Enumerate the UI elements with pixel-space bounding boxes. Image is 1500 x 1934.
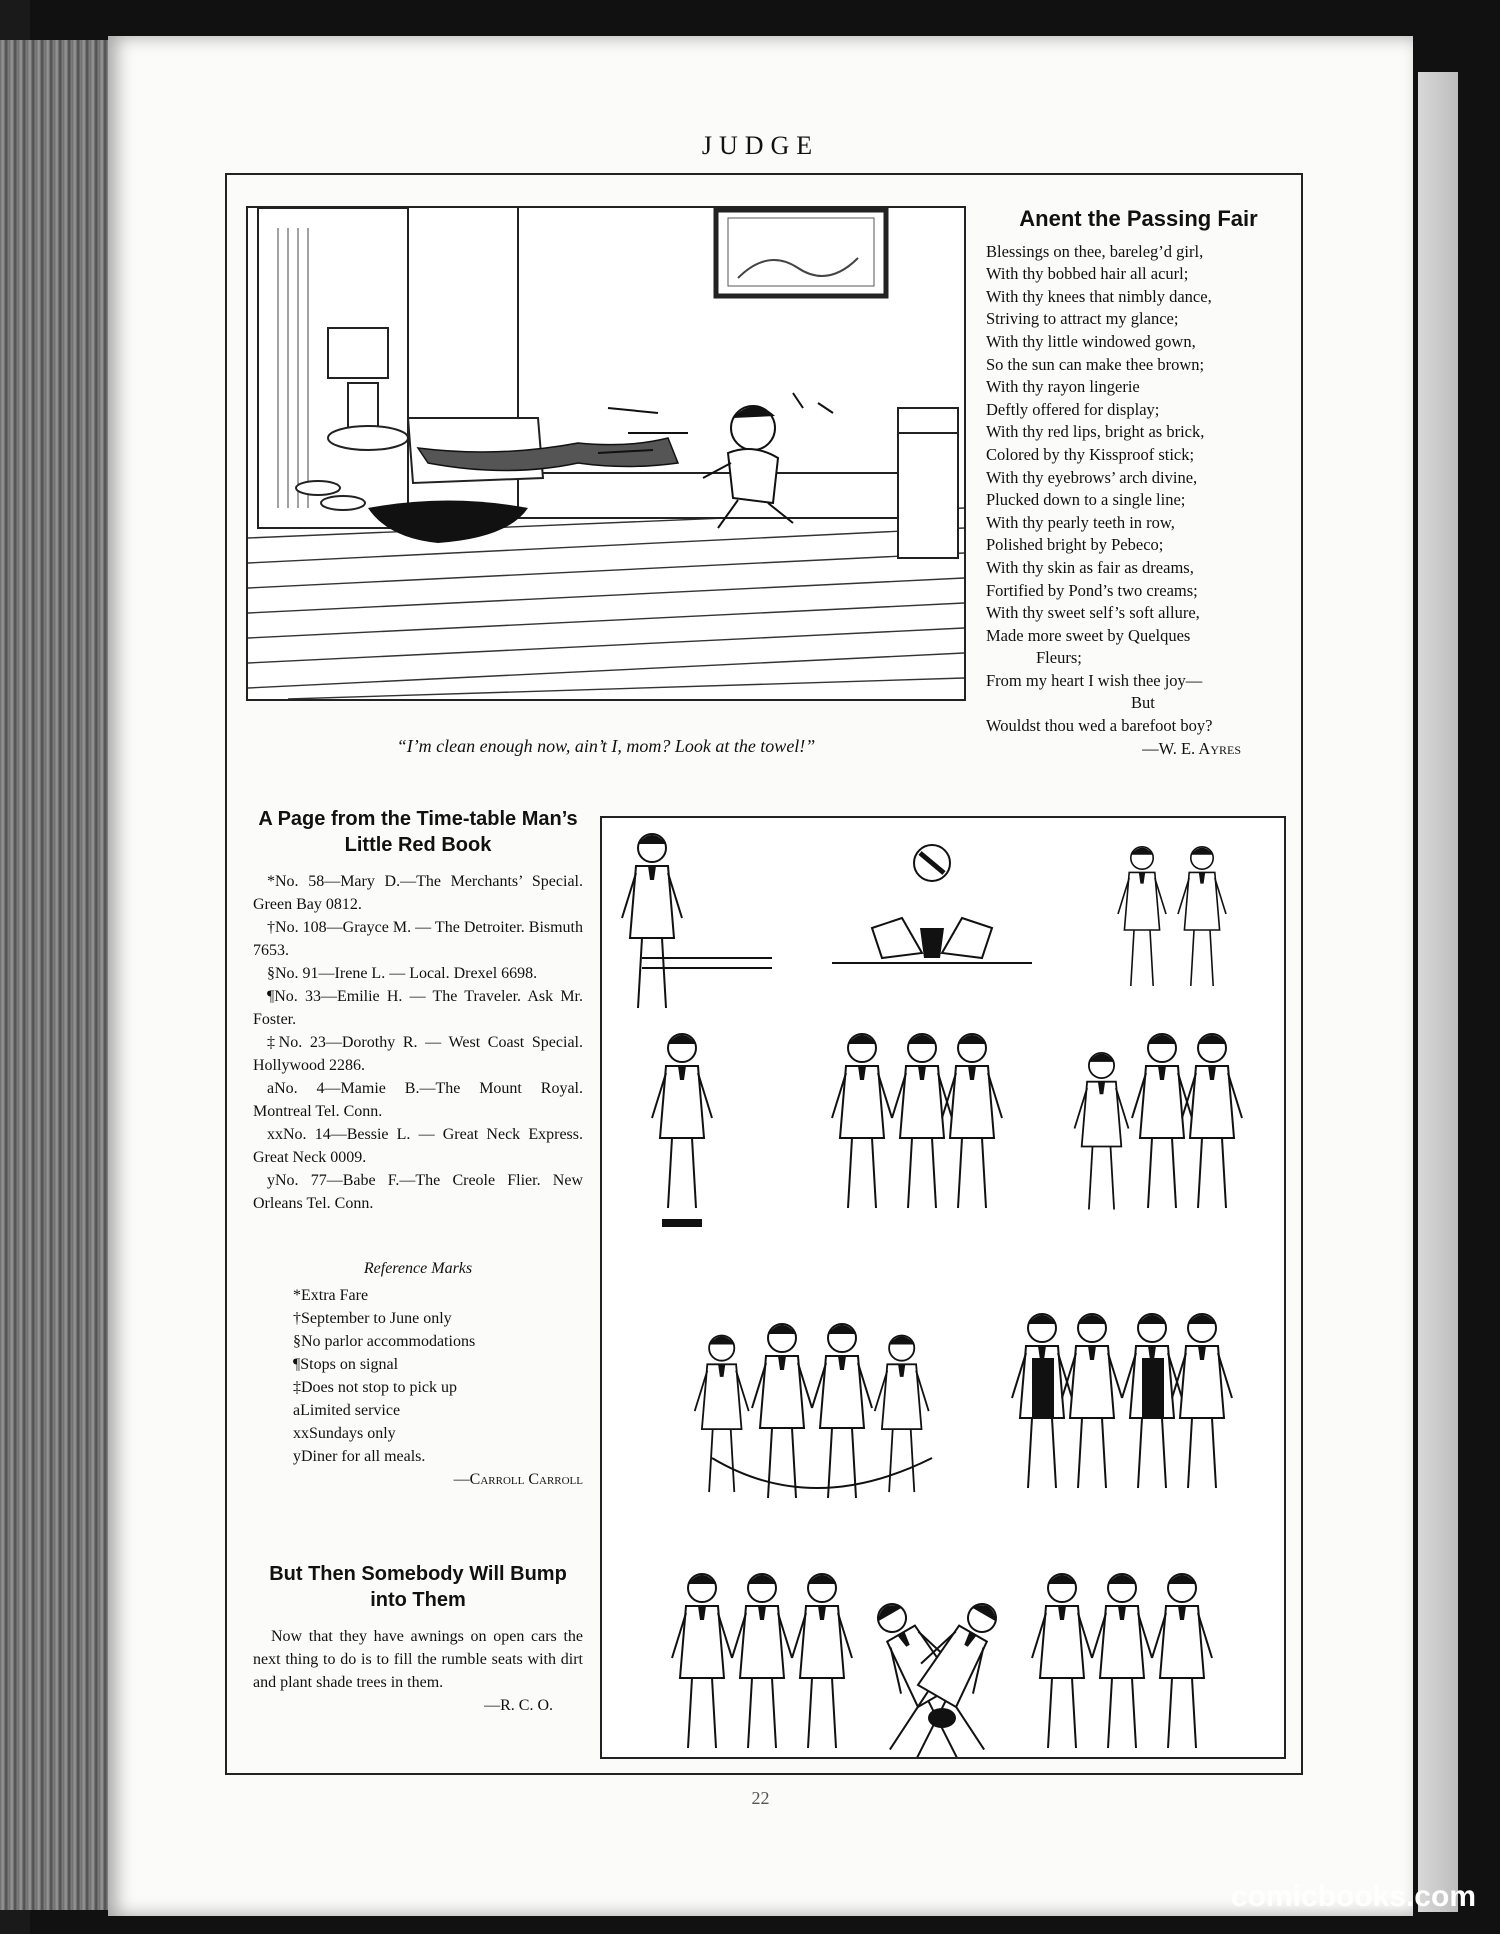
poem-line: With thy sweet self’s soft allure, bbox=[986, 603, 1200, 623]
figures-cartoon-panel bbox=[600, 816, 1286, 1759]
bump-title: But Then Somebody Will Bump into Them bbox=[269, 1563, 567, 1611]
bump-text: Now that they have awnings on open cars the next thing to do is to fill the rumble seats with dirt and plant shade trees in them. bbox=[253, 1628, 583, 1691]
poem-line: With thy eyebrows’ arch divine, bbox=[986, 467, 1198, 487]
reference-mark-item: †September to June only bbox=[293, 1310, 452, 1327]
timetable-author: —Carroll Carroll bbox=[453, 1471, 583, 1488]
poem-line: With thy pearly teeth in row, bbox=[986, 512, 1175, 532]
figures-cartoon-drawing bbox=[602, 818, 1284, 1757]
poem-line: Fortified by Pond’s two creams; bbox=[986, 580, 1198, 600]
poem-line: With thy bobbed hair all acurl; bbox=[986, 264, 1189, 284]
poem-line: Deftly offered for display; bbox=[986, 399, 1160, 419]
timetable-entries bbox=[253, 870, 583, 1215]
page-number: 22 bbox=[751, 1788, 770, 1808]
bump-author: —R. C. O. bbox=[484, 1697, 553, 1714]
reference-mark-item: ‡Does not stop to pick up bbox=[293, 1379, 457, 1396]
magazine-page bbox=[108, 36, 1413, 1916]
poem-line: But bbox=[1131, 693, 1155, 713]
poem-line: With thy rayon lingerie bbox=[986, 377, 1140, 397]
poem-author: —W. E. Ayres bbox=[1142, 738, 1241, 758]
timetable-entry: §No. 91—Irene L. — Local. Drexel 6698. bbox=[267, 965, 538, 982]
reference-mark-item: aLimited service bbox=[293, 1402, 401, 1419]
poem-anent-the-passing-fair bbox=[986, 208, 1291, 760]
poem-line: So the sun can make thee brown; bbox=[986, 354, 1205, 374]
reference-mark-item: §No parlor accommodations bbox=[293, 1333, 476, 1350]
poem-line: Striving to attract my glance; bbox=[986, 309, 1179, 329]
reference-mark-item: *Extra Fare bbox=[293, 1287, 369, 1304]
poem-line: Colored by thy Kissproof stick; bbox=[986, 444, 1195, 464]
timetable-title: A Page from the Time-table Man’s Little Red Book bbox=[258, 808, 578, 856]
reference-mark-item: xxSundays only bbox=[293, 1425, 396, 1442]
timetable-entry: ¶No. 33—Emilie H. — The Traveler. Ask Mr. Foster. bbox=[253, 988, 583, 1028]
timetable-entry: *No. 58—Mary D.—The Merchants’ Special. Green Bay 0812. bbox=[253, 873, 583, 913]
poem-line: Blessings on thee, bareleg’d girl, bbox=[986, 241, 1204, 261]
timetable-entry: †No. 108—Grayce M. — The Detroiter. Bismuth 7653. bbox=[253, 919, 583, 959]
poem-line: Wouldst thou wed a barefoot boy? bbox=[986, 716, 1213, 736]
site-watermark: comicbooks.com bbox=[1230, 1880, 1476, 1913]
bath-cartoon-drawing bbox=[248, 208, 964, 699]
poem-lines bbox=[986, 241, 1291, 738]
poem-line: Plucked down to a single line; bbox=[986, 490, 1186, 510]
poem-line: With thy skin as fair as dreams, bbox=[986, 557, 1194, 577]
poem-line: From my heart I wish thee joy— bbox=[986, 670, 1203, 690]
timetable-entry: ‡No. 23—Dorothy R. — West Coast Special. Hollywood 2286. bbox=[253, 1034, 583, 1074]
timetable-entry: xxNo. 14—Bessie L. — Great Neck Express. Great Neck 0009. bbox=[253, 1126, 583, 1166]
timetable-entry: yNo. 77—Babe F.—The Creole Flier. New Orleans Tel. Conn. bbox=[253, 1172, 583, 1212]
poem-line: Fleurs; bbox=[1036, 648, 1082, 668]
poem-title: Anent the Passing Fair bbox=[1019, 206, 1258, 231]
reference-marks-list bbox=[253, 1284, 583, 1468]
left-column bbox=[253, 806, 583, 1717]
poem-line: With thy little windowed gown, bbox=[986, 331, 1196, 351]
bath-cartoon-illustration bbox=[246, 206, 966, 701]
poem-line: Polished bright by Pebeco; bbox=[986, 535, 1164, 555]
timetable-entry: aNo. 4—Mamie B.—The Mount Royal. Montreal Tel. Conn. bbox=[253, 1080, 583, 1120]
cartoon-caption: “I’m clean enough now, ain’t I, mom? Look at the towel!” bbox=[396, 736, 816, 756]
book-page-edges bbox=[0, 40, 110, 1910]
reference-marks-title: Reference Marks bbox=[363, 1260, 473, 1277]
reference-mark-item: yDiner for all meals. bbox=[293, 1448, 426, 1465]
poem-line: With thy red lips, bright as brick, bbox=[986, 422, 1205, 442]
reference-mark-item: ¶Stops on signal bbox=[293, 1356, 399, 1373]
facing-page-edge bbox=[1418, 72, 1458, 1912]
magazine-title: JUDGE bbox=[701, 131, 820, 160]
poem-line: With thy knees that nimbly dance, bbox=[986, 286, 1212, 306]
poem-line: Made more sweet by Quelques bbox=[986, 625, 1191, 645]
